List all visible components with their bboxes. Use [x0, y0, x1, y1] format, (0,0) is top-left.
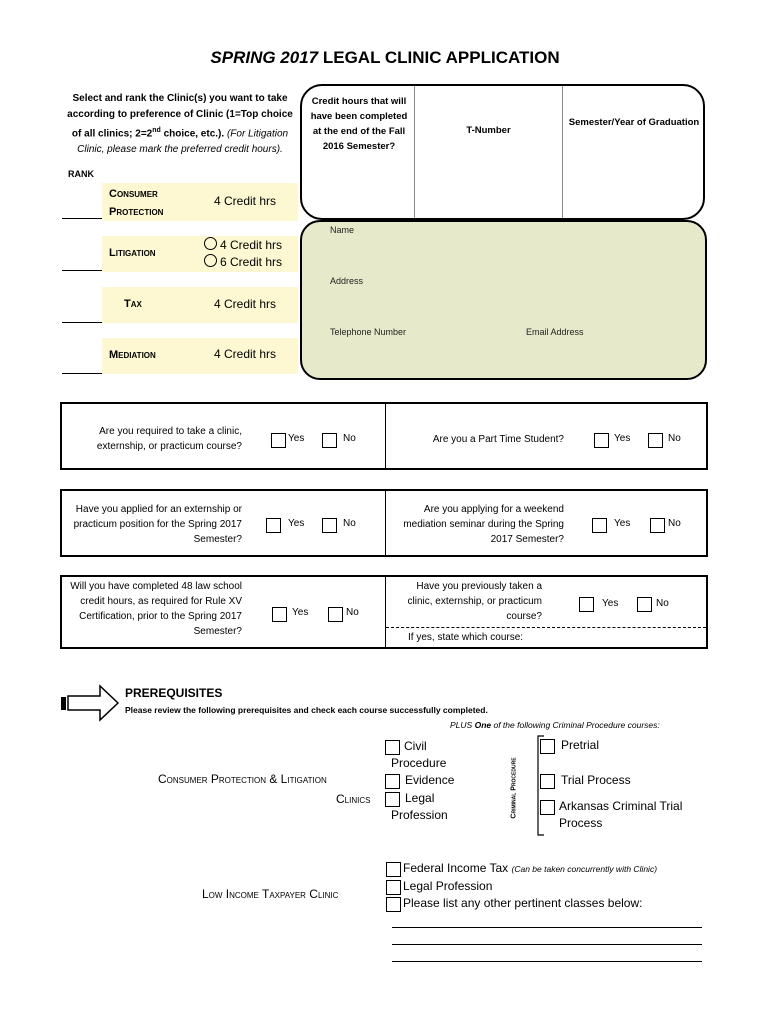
- question-divider-2: [385, 491, 386, 555]
- header-divider-1: [414, 86, 415, 218]
- clinic-tax-name: Tax: [124, 298, 142, 310]
- credit-hours-field[interactable]: Credit hours that will have been completed at the end of the Fall 2016 Semester?: [310, 96, 408, 152]
- q2-no-label: No: [668, 433, 681, 444]
- criminal-procedure-note: [450, 720, 660, 730]
- course-civil: Civil: [404, 739, 427, 753]
- litigation-hours-a: 4 Credit hrs: [220, 238, 283, 252]
- course-legal-profession: Legal Profession: [403, 879, 493, 893]
- other-classes-line-1[interactable]: [392, 927, 702, 928]
- q4-no-label: No: [668, 518, 681, 529]
- federal-tax-note: (Can be taken concurrently with Clinic): [511, 864, 658, 874]
- rank-instructions: [64, 91, 296, 158]
- plus-one: One: [474, 720, 492, 730]
- other-classes-line-2[interactable]: [392, 944, 702, 945]
- course-trial-process: Trial Process: [561, 773, 631, 787]
- question-divider: [385, 404, 386, 468]
- question-48-credits: Will you have completed 48 law school credit hours, as required for Rule XV Certification, prior to the Spring 2017 Semester?: [70, 581, 242, 637]
- question-part-time: Are you a Part Time Student?: [432, 434, 564, 445]
- t-number-field[interactable]: T-Number: [466, 125, 511, 136]
- question-box-1: [60, 402, 708, 470]
- followup-divider: [386, 627, 706, 628]
- clinic-tax-hours: 4 Credit hrs: [214, 297, 277, 311]
- clinic-litigation-name: Litigation: [109, 247, 156, 259]
- course-profession: Profession: [391, 808, 448, 822]
- rank-field-tax[interactable]: [62, 321, 102, 323]
- question-box-3: [60, 575, 708, 649]
- evidence-checkbox[interactable]: [385, 774, 400, 789]
- litigation-option-4[interactable]: [204, 237, 282, 252]
- clinic-consumer: [102, 183, 298, 221]
- federal-tax-checkbox[interactable]: [386, 862, 401, 877]
- rank-label: RANK: [68, 169, 94, 179]
- telephone-field[interactable]: Telephone Number: [330, 327, 407, 337]
- trial-process-checkbox[interactable]: [540, 774, 555, 789]
- cpl-clinic-label-2: Clinics: [336, 792, 371, 806]
- clinic-mediation-hours: 4 Credit hrs: [214, 347, 277, 361]
- clinic-mediation: [102, 338, 298, 374]
- rank-field-mediation[interactable]: [62, 372, 102, 374]
- contact-info-box: [300, 220, 707, 380]
- q5-no-checkbox[interactable]: [328, 607, 343, 622]
- page-title: [0, 48, 770, 68]
- other-classes-line-3[interactable]: [392, 961, 702, 962]
- prerequisites-subtitle: Please review the following prerequisites and check each course successfully completed.: [125, 705, 488, 715]
- tax-clinic-label: Low Income Taxpayer Clinic: [202, 887, 339, 901]
- q1-yes-checkbox[interactable]: [271, 433, 286, 448]
- instructions-sup: nd: [152, 127, 161, 134]
- course-pretrial: Pretrial: [561, 738, 600, 752]
- course-federal-tax: [403, 860, 657, 878]
- q3-yes-label: Yes: [288, 518, 305, 529]
- q2-yes-label: Yes: [614, 433, 631, 444]
- title-italic: SPRING 2017: [210, 48, 319, 67]
- q2-no-checkbox[interactable]: [648, 433, 663, 448]
- radio-6-credit[interactable]: [204, 254, 217, 267]
- q3-no-label: No: [343, 518, 356, 529]
- clinic-consumer-name: [109, 185, 163, 221]
- q4-yes-checkbox[interactable]: [592, 518, 607, 533]
- course-evidence: Evidence: [405, 773, 455, 787]
- pretrial-checkbox[interactable]: [540, 739, 555, 754]
- header-fields-box: [300, 84, 705, 220]
- address-field[interactable]: Address: [330, 276, 364, 286]
- question-previous-clinic: Have you previously taken a clinic, externship, or practicum course?: [407, 581, 542, 622]
- course-arkansas-trial: Arkansas Criminal Trial: [559, 799, 683, 813]
- q1-no-label: No: [343, 433, 356, 444]
- clinic-tax: [102, 287, 298, 323]
- clinic-consumer-hours: 4 Credit hrs: [214, 194, 277, 208]
- course-procedure: Procedure: [391, 756, 447, 770]
- litigation-option-6[interactable]: [204, 254, 282, 269]
- prerequisites-title: PREREQUISITES: [125, 686, 223, 700]
- federal-tax-label: Federal Income Tax: [403, 861, 509, 875]
- rank-field-consumer[interactable]: [62, 217, 102, 219]
- title-rest: LEGAL CLINIC APPLICATION: [322, 48, 560, 67]
- other-classes-checkbox[interactable]: [386, 897, 401, 912]
- question-divider-3: [385, 577, 386, 647]
- other-classes-label: Please list any other pertinent classes below:: [403, 896, 643, 910]
- q6-yes-checkbox[interactable]: [579, 597, 594, 612]
- q3-no-checkbox[interactable]: [322, 518, 337, 533]
- q6-yes-label: Yes: [602, 598, 619, 609]
- instructions-text: Select and rank the Clinic(s) you want to take according to preference of Clinic (1=Top choice of all clinics; 2=2: [67, 93, 293, 140]
- instructions-text-2: choice, etc.).: [160, 128, 225, 140]
- criminal-procedure-label: Criminal Procedure: [510, 757, 518, 819]
- question-required-clinic: Are you required to take a clinic, externship, or practicum course?: [96, 426, 242, 452]
- radio-4-credit[interactable]: [204, 237, 217, 250]
- arrow-right-icon: [58, 684, 120, 722]
- legal-profession-tax-checkbox[interactable]: [386, 880, 401, 895]
- q1-yes-label: Yes: [288, 433, 305, 444]
- plus-suffix: of the following Criminal Procedure courses:: [491, 720, 660, 730]
- q1-no-checkbox[interactable]: [322, 433, 337, 448]
- q4-no-checkbox[interactable]: [650, 518, 665, 533]
- course-process: Process: [559, 816, 603, 830]
- name-field[interactable]: Name: [330, 225, 355, 235]
- plus-prefix: PLUS: [450, 720, 475, 730]
- q4-yes-label: Yes: [614, 518, 631, 529]
- civil-procedure-checkbox[interactable]: [385, 740, 400, 755]
- rank-field-litigation[interactable]: [62, 269, 102, 271]
- q5-yes-label: Yes: [292, 607, 309, 618]
- question-applied-externship: Have you applied for an externship or practicum position for the Spring 2017 Semester?: [73, 504, 242, 545]
- header-divider-2: [562, 86, 563, 218]
- graduation-field[interactable]: Semester/Year of Graduation: [568, 117, 700, 128]
- q5-no-label: No: [346, 607, 359, 618]
- q6-followup-field[interactable]: If yes, state which course:: [408, 632, 524, 643]
- course-legal: Legal: [405, 791, 435, 805]
- clinic-consumer-name-1: Consumer: [109, 188, 158, 200]
- cpl-clinic-label: Consumer Protection & Litigation: [158, 772, 327, 786]
- legal-profession-checkbox[interactable]: [385, 792, 400, 807]
- q6-no-checkbox[interactable]: [637, 597, 652, 612]
- question-weekend-mediation: Are you applying for a weekend mediation seminar during the Spring 2017 Semester?: [403, 504, 564, 545]
- clinic-litigation: [102, 236, 298, 272]
- q5-yes-checkbox[interactable]: [272, 607, 287, 622]
- q3-yes-checkbox[interactable]: [266, 518, 281, 533]
- clinic-consumer-name-2: Protection: [109, 206, 164, 218]
- q2-yes-checkbox[interactable]: [594, 433, 609, 448]
- instructions-italic: (For Litigation Clinic, please mark the preferred credit hours).: [77, 128, 289, 156]
- arkansas-trial-checkbox[interactable]: [540, 800, 555, 815]
- question-box-2: [60, 489, 708, 557]
- clinic-mediation-name: Mediation: [109, 349, 156, 361]
- q6-no-label: No: [656, 598, 669, 609]
- email-field[interactable]: Email Address: [526, 327, 584, 337]
- litigation-hours-b: 6 Credit hrs: [220, 255, 283, 269]
